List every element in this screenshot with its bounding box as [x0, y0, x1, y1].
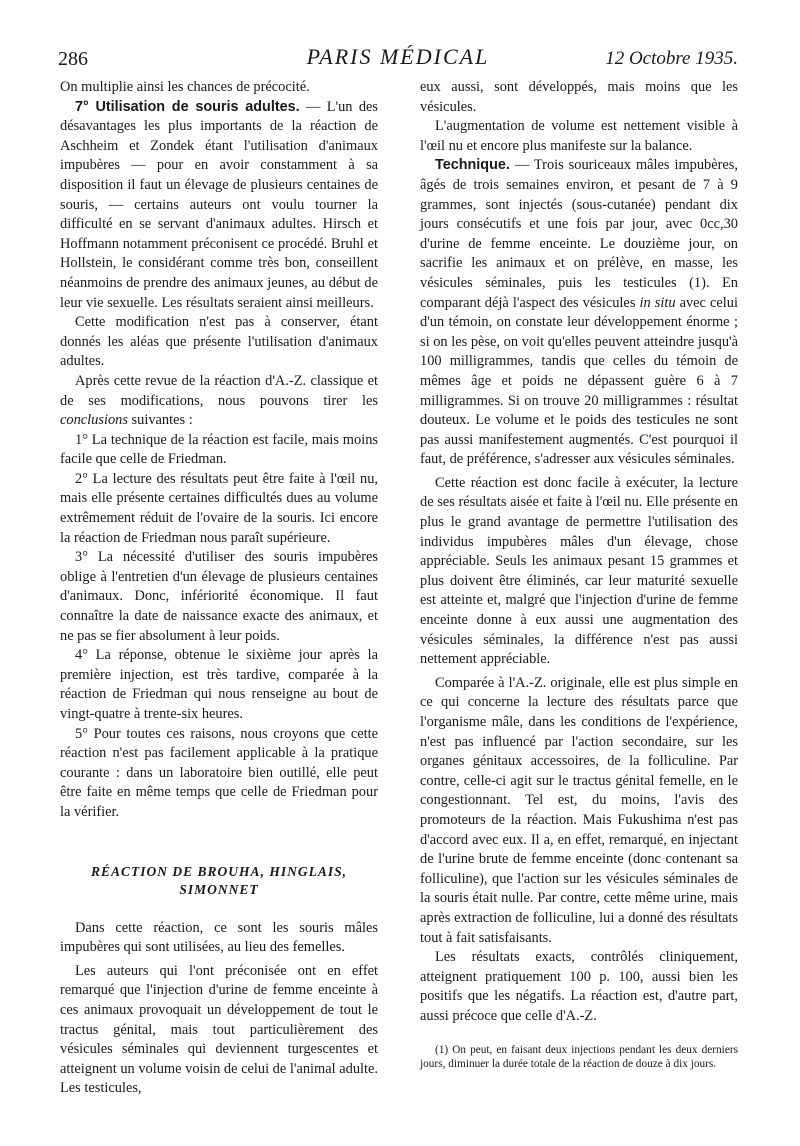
conclusion-item: 1° La technique de la réaction est facile, mais moins facile que celle de Friedman. — [60, 431, 378, 468]
page-header — [58, 44, 738, 76]
conclusion-item: 3° La nécessité d'utiliser des souris impubères oblige à l'entretien d'un élevage de plusieurs centaines d'animaux. Donc, infériorité économique. Il faut connaître la date de naissance exacte des animaux, et ne pas se fier absolument à leur poids. — [60, 549, 378, 644]
conclusion-item: 2° La lecture des résultats peut être faite à l'œil nu, mais elle présente certaines difficultés dues au volume extrêmement réduit de l'ovaire de la souris. Ici encore la réaction de Friedman nous paraît supérieure. — [60, 470, 378, 546]
page-number: 286 — [58, 48, 88, 70]
right-column — [420, 78, 738, 1072]
paragraph: L'augmentation de volume est nettement visible à l'œil nu et encore plus manifeste sur la balance. — [420, 118, 738, 154]
paragraph: eux aussi, sont développés, mais moins que les vésicules. — [420, 79, 738, 115]
paragraph: On multiplie ainsi les chances de précocité. — [60, 79, 310, 95]
conclusion-item: 5° Pour toutes ces raisons, nous croyons que cette réaction n'est pas facilement applicable à la pratique courante : dans un laboratoire bien outillé, elle peut être faite en même temps que celle de Friedman pour la vérifier. — [60, 725, 378, 820]
paragraph-conclusions: Après cette revue de la réaction d'A.-Z. classique et de ses modifications, nous pouvons tirer les conclusions suivantes : — [60, 372, 378, 429]
section-heading: RÉACTION DE BROUHA, HINGLAIS, SIMONNET — [91, 863, 347, 897]
paragraph: Comparée à l'A.-Z. originale, elle est plus simple en ce qui concerne la lecture des résultats parce que l'organisme mâle, dans les conditions de l'expérience, n'est pas influencé par l'action secondaire, sur les organes génitaux accessoires, de la folliculine. Par contre, celle-ci agit sur le tractus génital femelle, en le congestionnant. Tel est, du moins, l'avis des promoteurs de la réaction. Mais Fukushima n'est pas d'accord avec eux. Il a, en effet, remarqué, en injectant de l'urine brute de femme enceinte (donc contenant sa folliculine), que l'action sur les vésicules séminales de la souris était nulle. Par contre, cette même urine, mais après extraction de folliculine, lui a donné des résultats tout à fait satisfaisants. — [420, 674, 738, 946]
paragraph: Cette réaction est donc facile à exécuter, la lecture de ses résultats aisée et faite à l'œil nu. Elle présente en plus le grand avantage de permettre l'utilisation des individus impubères mâles d'un élevage, chose appréciable. Seuls les animaux pesant 15 grammes et plus doivent être éliminés, car leur maturité sexuelle est atteinte et, malgré que l'injection d'urine de femme enceinte donne à eux aussi une augmentation des vésicules séminales, la différence n'est pas aussi nettement appréciable. — [420, 474, 738, 668]
subheading: Technique. — [435, 157, 510, 174]
journal-title: PARIS MÉDICAL — [306, 44, 490, 69]
footnote: (1) On peut, en faisant deux injections pendant les deux derniers jours, diminuer la durée totale de la réaction de douze à dix jours. — [420, 1043, 738, 1071]
issue-date: 12 Octobre 1935. — [605, 48, 738, 69]
paragraph: Dans cette réaction, ce sont les souris mâles impubères qui sont utilisées, au lieu des femelles. — [60, 919, 378, 956]
left-column — [60, 78, 378, 1099]
paragraph-technique: Technique. — Trois souriceaux mâles impubères, âgés de trois semaines environ, et pesant de 7 à 9 grammes, sont injectés (sous-cutanée) pendant dix jours consécutifs et une fois par jour, avec 0cc,30 d'urine de femme enceinte. Le douzième jour, on sacrifie les animaux et on prélève, en masse, les vésicules séminales, puis les testicules (1). En comparant déjà l'aspect des vésicules in situ avec celui d'un témoin, on constate leur développement énorme ; si on les pèse, on voit qu'elles peuvent atteindre jusqu'à 100 milligrammes, tandis que celles du témoin de mêmes âge et poids ne dépassent guère 6 à 7 milligrammes. Si on trouve 20 milligrammes : résultat douteux. Le volume et le poids des testicules ne sont pas aussi manifestement augmentés. C'est pourquoi il faut, de préférence, s'adresser aux vésicules séminales. — [420, 157, 738, 468]
paragraph-adult-mice: 7° Utilisation de souris adultes. — L'un des désavantages les plus importants de la réaction de Aschheim et Zondek étant l'utilisation d'animaux impubères — pour en avoir constamment à sa disposition il faut un élevage de plusieurs centaines de souris, — certains auteurs ont voulu tourner la difficulté en se servant d'animaux adultes. Hirsch et Hoffmann notamment préconisent ce procédé. Bruhl et Hollstein, le considérant comme très bon, conseillent néanmoins de prendre des animaux jeunes, au début de leur vie sexuelle. Les résultats seraient ainsi meilleurs. — [60, 98, 379, 311]
conclusion-item: 4° La réponse, obtenue le sixième jour après la première injection, est très tardive, comparée à la réaction de Friedman qui nous renseigne au bout de vingt-quatre à trente-six heures. — [60, 647, 378, 722]
paragraph: Les résultats exacts, contrôlés cliniquement, atteignent pratiquement 100 p. 100, aussi bien les positifs que les négatifs. La réaction est, d'autre part, aussi précoce que celle d'A.-Z. — [420, 949, 738, 1024]
subheading: 7° Utilisation de souris adultes. — [75, 98, 300, 115]
paragraph: Cette modification n'est pas à conserver, étant donnés les aléas que présente l'utilisation d'animaux adultes. — [60, 314, 378, 370]
paragraph: Les auteurs qui l'ont préconisée ont en effet remarqué que l'injection d'urine de femme enceinte à ces animaux provoquait un développement de tout le tractus génital, mais tout particulièrement des vésicules séminales qui deviennent turgescentes et atteignent un volume voisin de celui de l'animal adulte. Les testicules, — [60, 962, 378, 1097]
